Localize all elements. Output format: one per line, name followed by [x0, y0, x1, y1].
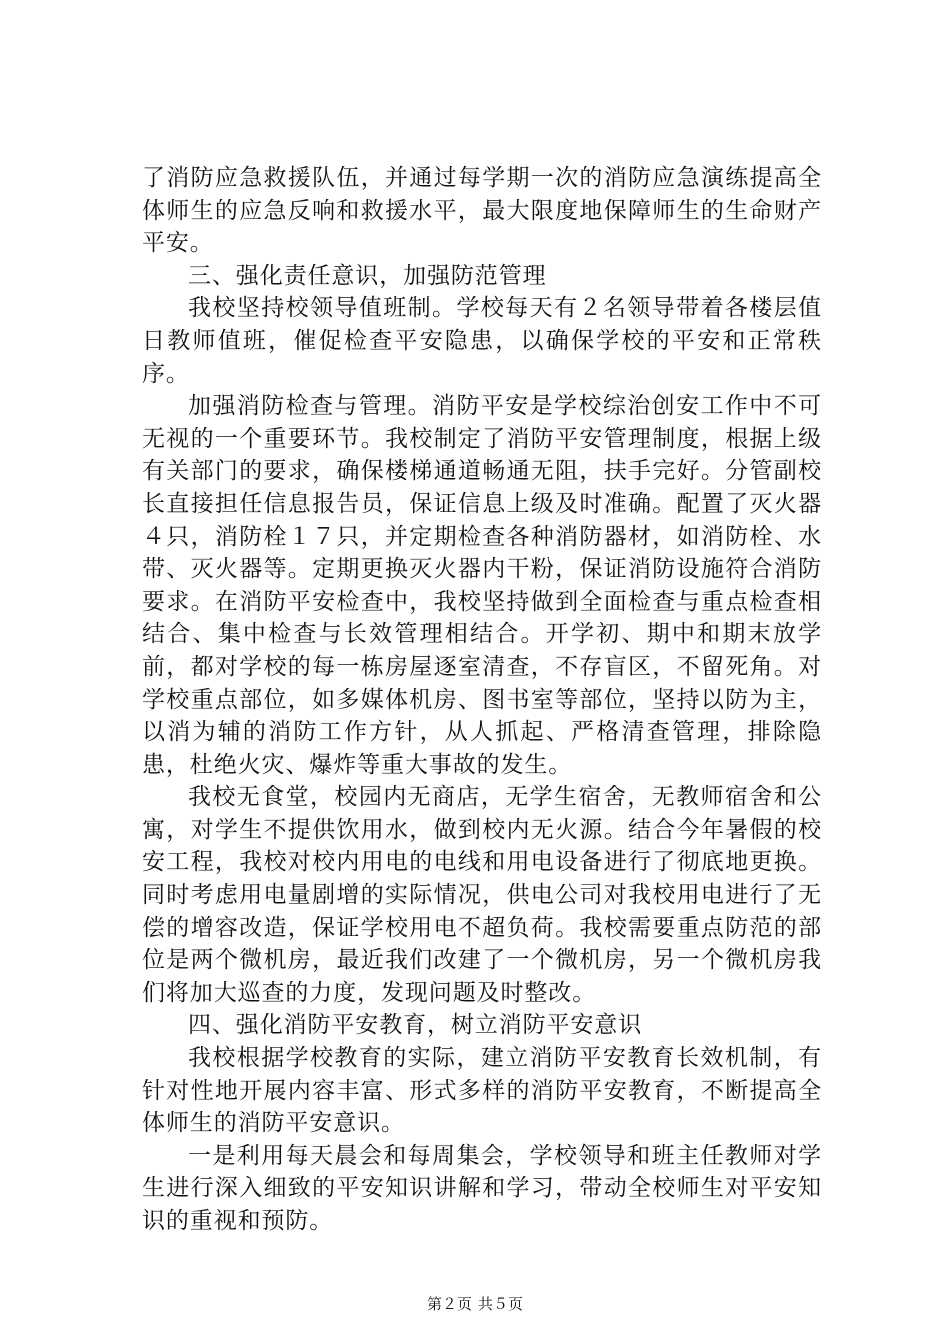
paragraph: 我校坚持校领导值班制。学校每天有２名领导带着各楼层值日教师值班，催促检查平安隐患，以确保学校的平安和正常秩序。: [142, 295, 822, 387]
document-body: [142, 162, 822, 1238]
page-number-current: 第２页: [426, 1295, 472, 1313]
page-footer: [0, 1293, 950, 1314]
paragraph: 一是利用每天晨会和每周集会，学校领导和班主任教师对学生进行深入细致的平安知识讲解和学习，带动全校师生对平安知识的重视和预防。: [142, 1142, 822, 1234]
page-number-total: 共５页: [478, 1295, 524, 1313]
section-heading-4: 四、强化消防平安教育，树立消防平安意识: [188, 1012, 643, 1039]
paragraph-continued: 了消防应急救援队伍，并通过每学期一次的消防应急演练提高全体师生的应急反响和救援水平，最大限度地保障师生的生命财产平安。: [142, 165, 822, 257]
paragraph: 我校根据学校教育的实际，建立消防平安教育长效机制，有针对性地开展内容丰富、形式多样的消防平安教育，不断提高全体师生的消防平安意识。: [142, 1045, 822, 1137]
paragraph: 加强消防检查与管理。消防平安是学校综治创安工作中不可无视的一个重要环节。我校制定了消防平安管理制度，根据上级有关部门的要求，确保楼梯通道畅通无阻，扶手完好。分管副校长直接担任信息报告员，保证信息上级及时准确。配置了灭火器４只，消防栓１７只，并定期检查各种消防器材，如消防栓、水带、灭火器等。定期更换灭火器内干粉，保证消防设施符合消防要求。在消防平安检查中，我校坚持做到全面检查与重点检查相结合、集中检查与长效管理相结合。开学初、期中和期末放学前，都对学校的每一栋房屋逐室清查，不存盲区，不留死角。对学校重点部位，如多媒体机房、图书室等部位，坚持以防为主，以消为辅的消防工作方针，从人抓起、严格清查管理，排除隐患，杜绝火灾、爆炸等重大事故的发生。: [142, 393, 822, 778]
section-heading-3: 三、强化责任意识，加强防范管理: [188, 262, 547, 289]
paragraph: 我校无食堂，校园内无商店，无学生宿舍，无教师宿舍和公寓，对学生不提供饮用水，做到校内无火源。结合今年暑假的校安工程，我校对校内用电的电线和用电设备进行了彻底地更换。同时考虑用电量剧增的实际情况，供电公司对我校用电进行了无偿的增容改造，保证学校用电不超负荷。我校需要重点防范的部位是两个微机房，最近我们改建了一个微机房，另一个微机房我们将加大巡查的力度，发现问题及时整改。: [142, 784, 822, 1006]
